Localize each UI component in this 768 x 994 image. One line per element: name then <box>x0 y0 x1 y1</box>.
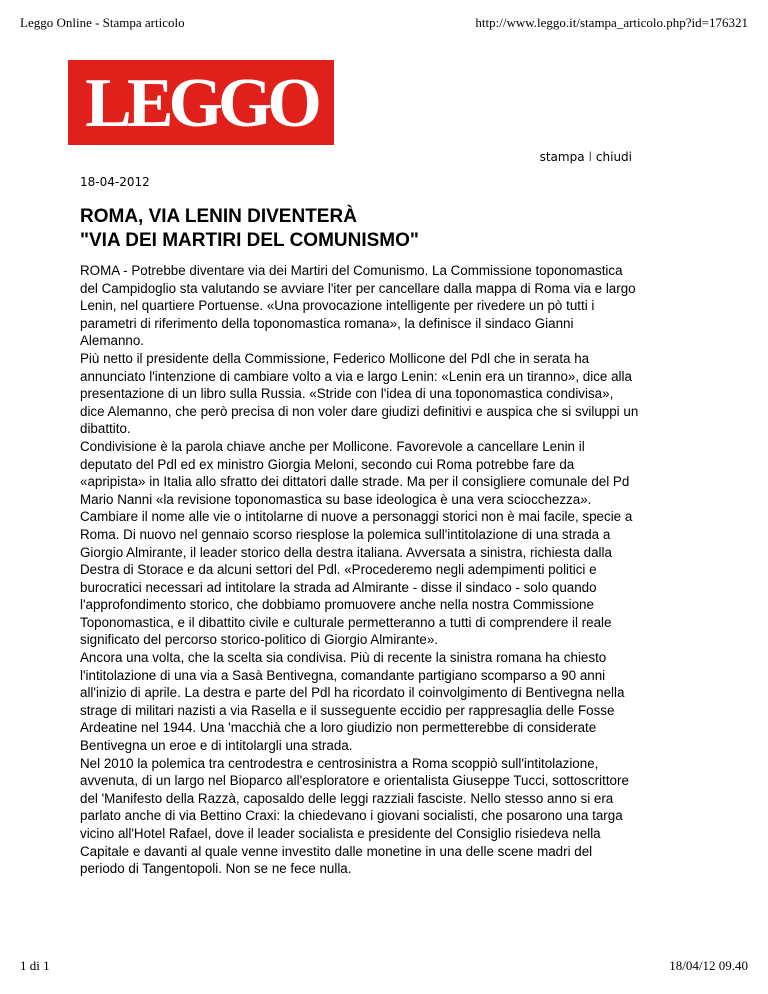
print-header <box>20 15 748 35</box>
article-title-line: ROMA, VIA LENIN DIVENTERÀ <box>80 206 357 227</box>
actions-separator: l <box>588 150 592 164</box>
svg-text:LEGGO: LEGGO <box>85 65 317 142</box>
article-actions <box>540 150 632 164</box>
print-footer <box>20 958 748 978</box>
article-paragraph: Più netto il presidente della Commissione, Federico Mollicone del Pdl che in serata ha annunciato l'intenzione di cambiare volto a via e largo Lenin: «Lenin era un tiranno», dice alla presentazione di un libro sulla Russia. «Stride con l'idea di una toponomastica condivisa», dice Alemanno, che però precisa di non voler dare giudizi definitivi e auspica che si sviluppi un dibattito. <box>80 350 639 437</box>
close-link[interactable]: chiudi <box>595 150 632 164</box>
article-date: 18-04-2012 <box>80 175 150 189</box>
print-link[interactable]: stampa <box>539 150 585 164</box>
article-title <box>80 205 680 253</box>
print-footer-timestamp: 18/04/12 09.40 <box>669 958 748 973</box>
print-header-page-title: Leggo Online - Stampa articolo <box>20 15 185 30</box>
print-header-url: http://www.leggo.it/stampa_articolo.php?id=176321 <box>475 15 748 30</box>
article-paragraph: Nel 2010 la polemica tra centrodestra e centrosinistra a Roma scoppiò sull'intitolazione, avvenuta, di un largo nel Bioparco all'esploratore e orientalista Giuseppe Tucci, sottoscrittore del 'Manifesto della Razzà, caposaldo delle leggi razziali fasciste. Nello stesso anno si era parlato anche di via Bettino Craxi: la chiedevano i giovani socialisti, che posarono una targa vicino all'Hotel Rafael, dove il leader socialista e presidente del Consiglio risiedeva nella Capitale e davanti al quale venne investito dalle monetine in una delle scene madri del periodo di Tangentopoli. Non se ne fece nulla. <box>80 755 629 877</box>
print-footer-page-count: 1 di 1 <box>20 958 50 973</box>
article-paragraph: ROMA - Potrebbe diventare via dei Martiri del Comunismo. La Commissione toponomastica del Campidoglio sta valutando se avviare l'iter per cancellare dalla mappa di Roma via e largo Lenin, nel quartiere Portuense. «Una provocazione intelligente per rivedere un pò tutti i parametri di riferimento della toponomastica romana», la definisce il sindaco Gianni Alemanno. <box>80 263 636 349</box>
article-body <box>80 262 640 878</box>
article-paragraph: Ancora una volta, che la scelta sia condivisa. Più di recente la sinistra romana ha chiesto l'intitolazione di una via a Sasà Bentivegna, comandante partigiano scomparso a 90 anni all'inizio di aprile. La destra e parte del Pdl ha ricordato il coinvolgimento di Bentivegna nella strage di militari nazisti a via Rasella e il susseguente eccidio per rappresaglia delle Fosse Ardeatine nel 1944. Una 'macchià che a loro giudizio non permetterebbe di considerate Bentivegna un eroe e di intitolargli una strada. <box>80 650 625 754</box>
article-paragraph: Condivisione è la parola chiave anche per Mollicone. Favorevole a cancellare Lenin il deputato del Pdl ed ex ministro Giorgia Meloni, secondo cui Roma potrebbe fare da «apripista» in Italia allo sfratto dei dittatori dalle strade. Ma per il consigliere comunale del Pd Mario Nanni «la revisione toponomastica su base ideologica è una vera sciocchezza». Cambiare il nome alle vie o intitolarne di nuove a personaggi storici non è mai facile, specie a Roma. Di nuovo nel gennaio scorso riesplose la polemica sull'intitolazione di una strada a Giorgio Almirante, il leader storico della destra italiana. Avversata a sinistra, richiesta dalla Destra di Storace e da alcuni settori del Pdl. «Procederemo negli adempimenti politici e burocratici necessari ad intitolare la strada ad Almirante - disse il sindaco - solo quando l'approfondimento storico, che dobbiamo promuovere anche nella nostra Commissione Toponomastica, e il dibattito civile e culturale permetteranno a tutti di comprendere il reale significato del percorso storico-politico di Giorgio Almirante». <box>80 438 633 648</box>
leggo-logo <box>68 60 334 145</box>
article-title-line: "VIA DEI MARTIRI DEL COMUNISMO" <box>80 230 419 251</box>
